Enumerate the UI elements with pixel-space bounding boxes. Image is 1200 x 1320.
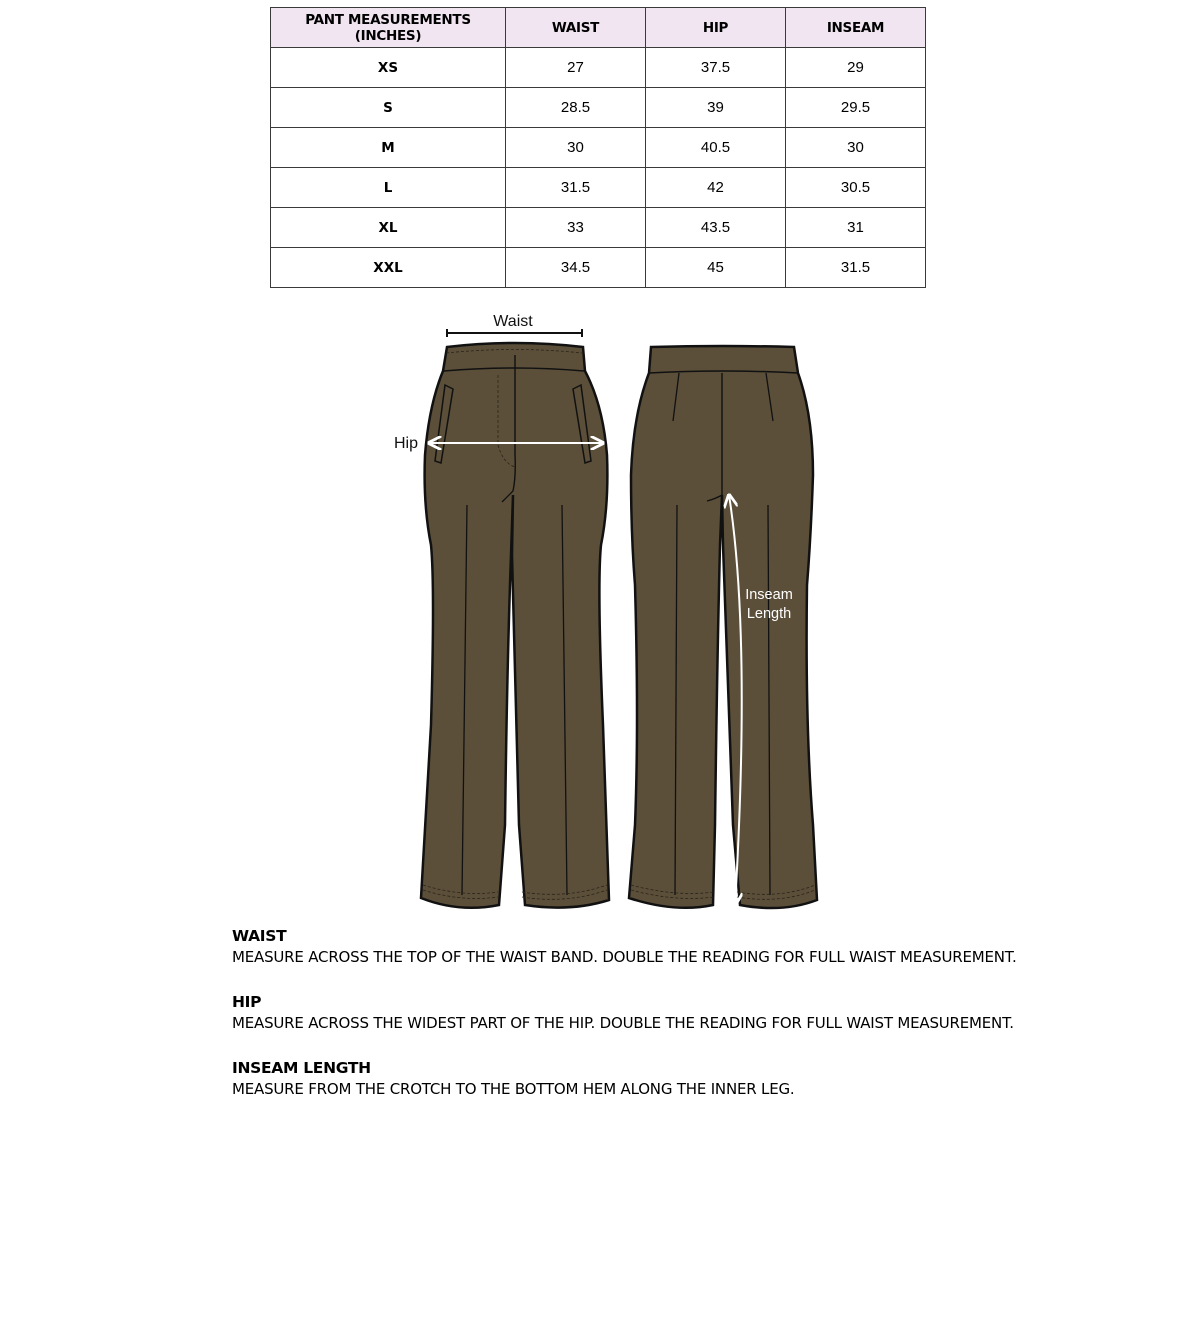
size-label: M bbox=[271, 128, 506, 168]
hip-value: 40.5 bbox=[646, 128, 786, 168]
hip-value: 45 bbox=[646, 248, 786, 288]
pants-front-view bbox=[421, 343, 609, 908]
waist-value: 34.5 bbox=[506, 248, 646, 288]
hip-value: 42 bbox=[646, 168, 786, 208]
table-header-row bbox=[271, 8, 926, 48]
instruction-text: MEASURE ACROSS THE TOP OF THE WAIST BAND. DOUBLE THE READING FOR FULL WAIST MEASUREMENT. bbox=[232, 948, 1017, 966]
size-label: XXL bbox=[271, 248, 506, 288]
instruction-inseam bbox=[232, 1057, 1132, 1100]
waist-value: 33 bbox=[506, 208, 646, 248]
waist-value: 30 bbox=[506, 128, 646, 168]
pants-back-view bbox=[629, 346, 817, 908]
size-label: XL bbox=[271, 208, 506, 248]
instruction-waist bbox=[232, 925, 1132, 968]
table-row bbox=[271, 248, 926, 288]
measuring-instructions bbox=[232, 925, 1132, 1123]
instruction-title: INSEAM LENGTH bbox=[232, 1059, 371, 1077]
pants-back-shape bbox=[629, 346, 817, 908]
size-label: XS bbox=[271, 48, 506, 88]
inseam-value: 30 bbox=[786, 128, 926, 168]
pants-measurement-diagram bbox=[385, 305, 835, 920]
table-row bbox=[271, 208, 926, 248]
header-measurements: PANT MEASUREMENTS (INCHES) bbox=[271, 8, 506, 48]
inseam-value: 31 bbox=[786, 208, 926, 248]
instruction-title: WAIST bbox=[232, 927, 287, 945]
waist-label: Waist bbox=[493, 313, 533, 330]
header-inseam: INSEAM bbox=[786, 8, 926, 48]
table-row bbox=[271, 128, 926, 168]
inseam-value: 29.5 bbox=[786, 88, 926, 128]
waist-value: 31.5 bbox=[506, 168, 646, 208]
table-row bbox=[271, 48, 926, 88]
waist-measure-line bbox=[447, 329, 582, 337]
header-hip: HIP bbox=[646, 8, 786, 48]
waist-value: 28.5 bbox=[506, 88, 646, 128]
instruction-text: MEASURE FROM THE CROTCH TO THE BOTTOM HEM ALONG THE INNER LEG. bbox=[232, 1080, 795, 1098]
hip-value: 43.5 bbox=[646, 208, 786, 248]
hip-value: 39 bbox=[646, 88, 786, 128]
inseam-value: 30.5 bbox=[786, 168, 926, 208]
hip-value: 37.5 bbox=[646, 48, 786, 88]
instruction-text: MEASURE ACROSS THE WIDEST PART OF THE HIP. DOUBLE THE READING FOR FULL WAIST MEASUREMENT. bbox=[232, 1014, 1014, 1032]
size-label: L bbox=[271, 168, 506, 208]
inseam-value: 31.5 bbox=[786, 248, 926, 288]
table-row bbox=[271, 88, 926, 128]
waist-value: 27 bbox=[506, 48, 646, 88]
inseam-label-line1: Inseam bbox=[745, 587, 793, 603]
instruction-title: HIP bbox=[232, 993, 262, 1011]
instruction-hip bbox=[232, 991, 1132, 1034]
table-row bbox=[271, 168, 926, 208]
size-label: S bbox=[271, 88, 506, 128]
hip-label: Hip bbox=[394, 435, 419, 452]
header-waist: WAIST bbox=[506, 8, 646, 48]
size-chart-table bbox=[270, 7, 926, 288]
inseam-value: 29 bbox=[786, 48, 926, 88]
inseam-label-line2: Length bbox=[746, 606, 792, 622]
